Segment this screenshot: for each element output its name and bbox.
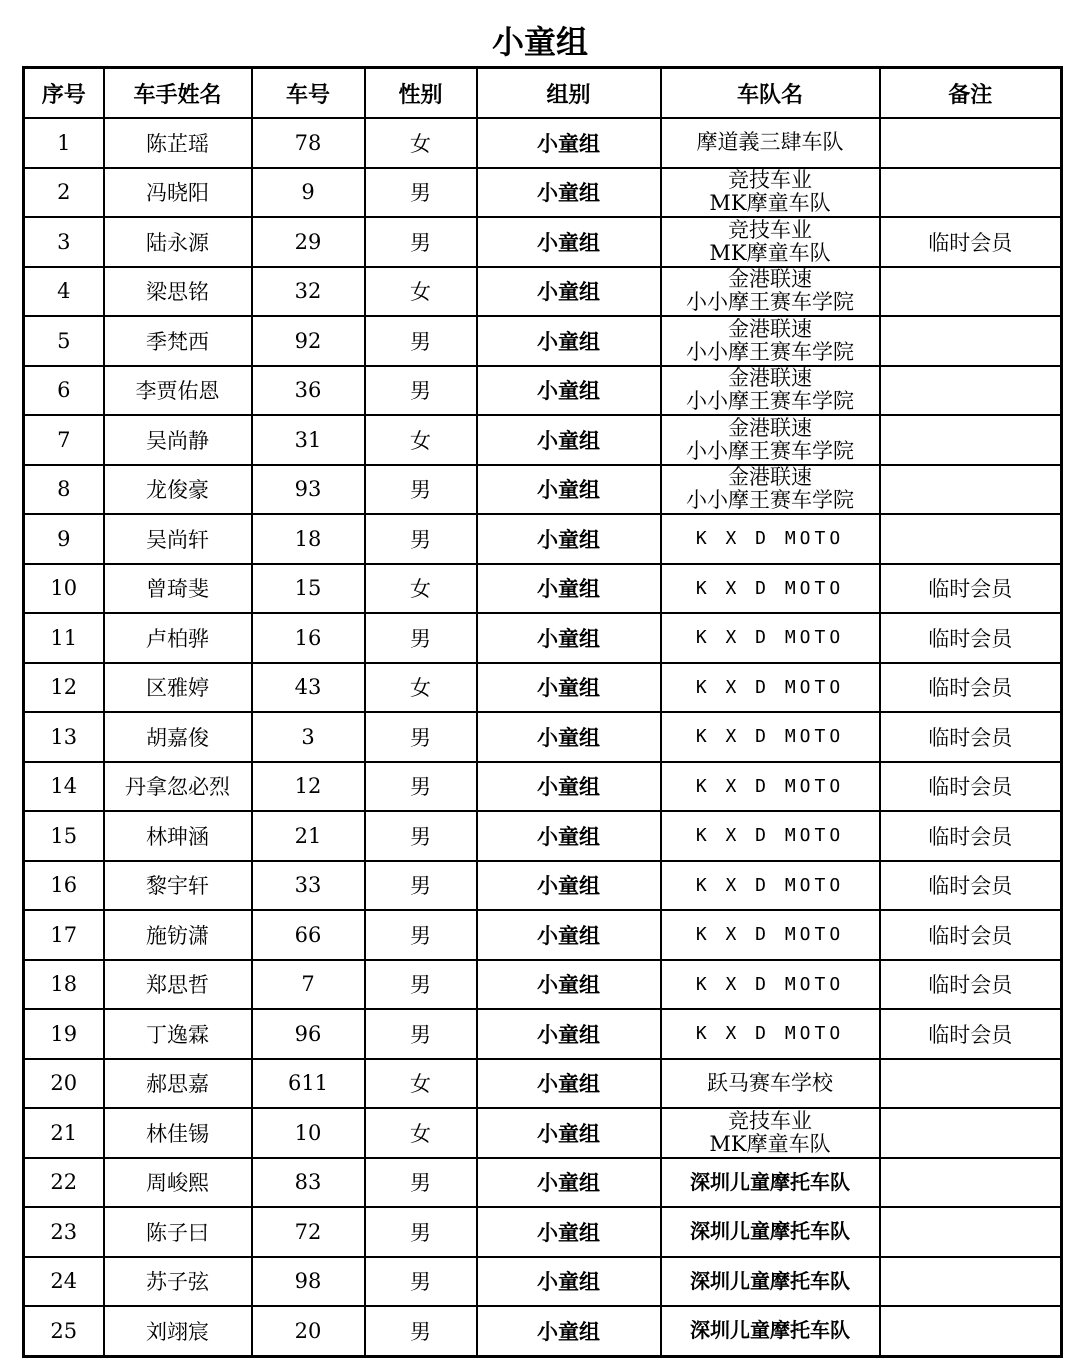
cell-note xyxy=(880,1059,1062,1109)
cell-team xyxy=(661,712,880,762)
cell-driver-name: 龙俊豪 xyxy=(104,465,252,515)
col-header-car-number: 车号 xyxy=(252,68,365,119)
table-row xyxy=(24,267,1062,317)
cell-note: 临时会员 xyxy=(880,861,1062,911)
cell-driver-name: 周峻熙 xyxy=(104,1158,252,1208)
team-name-line: 竞技车业 xyxy=(728,1108,812,1133)
team-name-line: 金港联速 xyxy=(728,316,812,341)
table-row xyxy=(24,613,1062,663)
cell-driver-name: 林佳锡 xyxy=(104,1108,252,1158)
cell-driver-name: 郑思哲 xyxy=(104,960,252,1010)
table-row xyxy=(24,366,1062,416)
cell-group: 小童组 xyxy=(477,316,661,366)
team-name-line: 竞技车业 xyxy=(728,168,812,193)
cell-number: 7 xyxy=(24,415,104,465)
cell-gender: 男 xyxy=(365,1306,477,1356)
cell-number: 6 xyxy=(24,366,104,416)
cell-group: 小童组 xyxy=(477,1108,661,1158)
cell-car-number: 92 xyxy=(252,316,365,366)
cell-driver-name: 季梵西 xyxy=(104,316,252,366)
cell-number: 19 xyxy=(24,1009,104,1059)
table-row xyxy=(24,514,1062,564)
cell-gender: 女 xyxy=(365,118,477,168)
team-name-line: 小小摩王赛车学院 xyxy=(686,438,854,463)
cell-note: 临时会员 xyxy=(880,762,1062,812)
table-row xyxy=(24,168,1062,218)
cell-note: 临时会员 xyxy=(880,712,1062,762)
cell-team xyxy=(661,1009,880,1059)
cell-note: 临时会员 xyxy=(880,613,1062,663)
cell-number: 8 xyxy=(24,465,104,515)
team-name-line: K X D MOTO xyxy=(695,627,845,649)
cell-group: 小童组 xyxy=(477,762,661,812)
cell-car-number: 15 xyxy=(252,564,365,614)
table-row xyxy=(24,1207,1062,1257)
cell-gender: 男 xyxy=(365,316,477,366)
cell-gender: 男 xyxy=(365,465,477,515)
cell-group: 小童组 xyxy=(477,267,661,317)
cell-group: 小童组 xyxy=(477,168,661,218)
table-row xyxy=(24,217,1062,267)
cell-note: 临时会员 xyxy=(880,663,1062,713)
table-row xyxy=(24,316,1062,366)
cell-driver-name: 陆永源 xyxy=(104,217,252,267)
cell-number: 23 xyxy=(24,1207,104,1257)
cell-gender: 男 xyxy=(365,366,477,416)
team-name-line: 深圳儿童摩托车队 xyxy=(690,1268,850,1293)
cell-driver-name: 丁逸霖 xyxy=(104,1009,252,1059)
cell-driver-name: 区雅婷 xyxy=(104,663,252,713)
cell-driver-name: 梁思铭 xyxy=(104,267,252,317)
team-name-line: 摩道義三肆车队 xyxy=(696,130,844,155)
team-name-line: K X D MOTO xyxy=(695,924,845,946)
roster-table xyxy=(22,66,1063,1358)
cell-car-number: 29 xyxy=(252,217,365,267)
cell-number: 18 xyxy=(24,960,104,1010)
table-row xyxy=(24,465,1062,515)
team-name-line: K X D MOTO xyxy=(695,1023,845,1045)
cell-group: 小童组 xyxy=(477,1257,661,1307)
cell-driver-name: 陈芷瑶 xyxy=(104,118,252,168)
cell-car-number: 12 xyxy=(252,762,365,812)
table-row xyxy=(24,1108,1062,1158)
team-name-line: 金港联速 xyxy=(728,415,812,440)
team-name-line: 金港联速 xyxy=(728,366,812,391)
cell-team xyxy=(661,1158,880,1208)
cell-number: 13 xyxy=(24,712,104,762)
cell-group: 小童组 xyxy=(477,960,661,1010)
cell-team xyxy=(661,663,880,713)
col-header-driver-name: 车手姓名 xyxy=(104,68,252,119)
cell-number: 5 xyxy=(24,316,104,366)
cell-gender: 女 xyxy=(365,267,477,317)
cell-number: 11 xyxy=(24,613,104,663)
cell-team xyxy=(661,1059,880,1109)
cell-note xyxy=(880,465,1062,515)
team-name-line: MK摩童车队 xyxy=(709,191,831,216)
cell-gender: 男 xyxy=(365,861,477,911)
cell-driver-name: 施钫潇 xyxy=(104,910,252,960)
table-row xyxy=(24,1257,1062,1307)
cell-gender: 男 xyxy=(365,1207,477,1257)
cell-group: 小童组 xyxy=(477,1158,661,1208)
cell-team xyxy=(661,564,880,614)
cell-driver-name: 黎宇轩 xyxy=(104,861,252,911)
table-row xyxy=(24,118,1062,168)
cell-note xyxy=(880,1108,1062,1158)
cell-group: 小童组 xyxy=(477,1059,661,1109)
cell-team xyxy=(661,1207,880,1257)
table-row xyxy=(24,1158,1062,1208)
cell-note: 临时会员 xyxy=(880,1009,1062,1059)
cell-note xyxy=(880,366,1062,416)
cell-car-number: 18 xyxy=(252,514,365,564)
cell-gender: 女 xyxy=(365,564,477,614)
cell-number: 16 xyxy=(24,861,104,911)
col-header-note: 备注 xyxy=(880,68,1062,119)
cell-car-number: 3 xyxy=(252,712,365,762)
team-name-line: 小小摩王赛车学院 xyxy=(686,290,854,315)
cell-gender: 男 xyxy=(365,217,477,267)
cell-note xyxy=(880,267,1062,317)
cell-driver-name: 吴尚轩 xyxy=(104,514,252,564)
cell-group: 小童组 xyxy=(477,910,661,960)
cell-gender: 男 xyxy=(365,168,477,218)
cell-gender: 男 xyxy=(365,712,477,762)
cell-gender: 男 xyxy=(365,1158,477,1208)
cell-team xyxy=(661,316,880,366)
col-header-number: 序号 xyxy=(24,68,104,119)
cell-gender: 男 xyxy=(365,613,477,663)
team-name-line: K X D MOTO xyxy=(695,825,845,847)
cell-team xyxy=(661,960,880,1010)
cell-team xyxy=(661,465,880,515)
team-name-line: K X D MOTO xyxy=(695,973,845,995)
cell-car-number: 10 xyxy=(252,1108,365,1158)
cell-number: 4 xyxy=(24,267,104,317)
table-row xyxy=(24,564,1062,614)
cell-group: 小童组 xyxy=(477,217,661,267)
cell-number: 25 xyxy=(24,1306,104,1356)
cell-number: 17 xyxy=(24,910,104,960)
cell-car-number: 43 xyxy=(252,663,365,713)
cell-car-number: 31 xyxy=(252,415,365,465)
cell-note xyxy=(880,1207,1062,1257)
cell-group: 小童组 xyxy=(477,1306,661,1356)
roster-body xyxy=(24,118,1062,1356)
cell-driver-name: 林珅涵 xyxy=(104,811,252,861)
cell-driver-name: 丹拿忽必烈 xyxy=(104,762,252,812)
team-name-line: K X D MOTO xyxy=(695,528,845,550)
cell-number: 21 xyxy=(24,1108,104,1158)
col-header-gender: 性别 xyxy=(365,68,477,119)
cell-team xyxy=(661,267,880,317)
cell-team xyxy=(661,514,880,564)
table-row xyxy=(24,762,1062,812)
cell-driver-name: 刘翊宸 xyxy=(104,1306,252,1356)
cell-group: 小童组 xyxy=(477,415,661,465)
cell-car-number: 16 xyxy=(252,613,365,663)
cell-driver-name: 曾琦斐 xyxy=(104,564,252,614)
cell-group: 小童组 xyxy=(477,564,661,614)
cell-group: 小童组 xyxy=(477,811,661,861)
col-header-team: 车队名 xyxy=(661,68,880,119)
team-name-line: K X D MOTO xyxy=(695,775,845,797)
cell-gender: 男 xyxy=(365,514,477,564)
cell-driver-name: 李贾佑恩 xyxy=(104,366,252,416)
page-title: 小童组 xyxy=(491,23,588,61)
table-row xyxy=(24,1009,1062,1059)
cell-gender: 女 xyxy=(365,663,477,713)
cell-group: 小童组 xyxy=(477,465,661,515)
team-name-line: 金港联速 xyxy=(728,267,812,292)
table-row xyxy=(24,861,1062,911)
cell-driver-name: 苏子弦 xyxy=(104,1257,252,1307)
cell-car-number: 96 xyxy=(252,1009,365,1059)
cell-note xyxy=(880,415,1062,465)
cell-number: 10 xyxy=(24,564,104,614)
team-name-line: K X D MOTO xyxy=(695,676,845,698)
cell-gender: 男 xyxy=(365,1009,477,1059)
cell-group: 小童组 xyxy=(477,861,661,911)
cell-note: 临时会员 xyxy=(880,217,1062,267)
team-name-line: 竞技车业 xyxy=(728,217,812,242)
cell-note xyxy=(880,1158,1062,1208)
cell-gender: 男 xyxy=(365,960,477,1010)
cell-team xyxy=(661,1306,880,1356)
cell-driver-name: 胡嘉俊 xyxy=(104,712,252,762)
cell-gender: 女 xyxy=(365,1059,477,1109)
cell-car-number: 93 xyxy=(252,465,365,515)
table-row xyxy=(24,712,1062,762)
cell-group: 小童组 xyxy=(477,514,661,564)
team-name-line: K X D MOTO xyxy=(695,577,845,599)
team-name-line: 小小摩王赛车学院 xyxy=(686,488,854,513)
cell-driver-name: 冯晓阳 xyxy=(104,168,252,218)
cell-note: 临时会员 xyxy=(880,960,1062,1010)
cell-number: 15 xyxy=(24,811,104,861)
cell-car-number: 32 xyxy=(252,267,365,317)
cell-team xyxy=(661,811,880,861)
cell-gender: 男 xyxy=(365,762,477,812)
cell-team xyxy=(661,118,880,168)
cell-team xyxy=(661,366,880,416)
cell-team xyxy=(661,415,880,465)
team-name-line: 深圳儿童摩托车队 xyxy=(690,1219,850,1244)
cell-gender: 女 xyxy=(365,415,477,465)
team-name-line: 小小摩王赛车学院 xyxy=(686,389,854,414)
cell-car-number: 20 xyxy=(252,1306,365,1356)
cell-car-number: 36 xyxy=(252,366,365,416)
table-row xyxy=(24,415,1062,465)
table-row xyxy=(24,663,1062,713)
cell-group: 小童组 xyxy=(477,1207,661,1257)
team-name-line: 深圳儿童摩托车队 xyxy=(690,1169,850,1194)
cell-group: 小童组 xyxy=(477,712,661,762)
table-row xyxy=(24,1059,1062,1109)
cell-team xyxy=(661,168,880,218)
cell-note xyxy=(880,1306,1062,1356)
cell-team xyxy=(661,613,880,663)
cell-number: 2 xyxy=(24,168,104,218)
header-row xyxy=(24,68,1062,119)
team-name-line: 跃马赛车学校 xyxy=(707,1070,833,1095)
cell-driver-name: 陈子曰 xyxy=(104,1207,252,1257)
cell-car-number: 66 xyxy=(252,910,365,960)
team-name-line: 小小摩王赛车学院 xyxy=(686,339,854,364)
cell-car-number: 9 xyxy=(252,168,365,218)
table-row xyxy=(24,960,1062,1010)
cell-number: 20 xyxy=(24,1059,104,1109)
cell-number: 3 xyxy=(24,217,104,267)
cell-note xyxy=(880,1257,1062,1307)
cell-team xyxy=(661,762,880,812)
cell-gender: 男 xyxy=(365,811,477,861)
cell-group: 小童组 xyxy=(477,663,661,713)
col-header-group: 组别 xyxy=(477,68,661,119)
cell-car-number: 7 xyxy=(252,960,365,1010)
table-row xyxy=(24,811,1062,861)
cell-number: 12 xyxy=(24,663,104,713)
cell-team xyxy=(661,1108,880,1158)
cell-gender: 男 xyxy=(365,1257,477,1307)
cell-team xyxy=(661,861,880,911)
cell-group: 小童组 xyxy=(477,1009,661,1059)
cell-number: 14 xyxy=(24,762,104,812)
cell-note xyxy=(880,168,1062,218)
cell-number: 9 xyxy=(24,514,104,564)
team-name-line: MK摩童车队 xyxy=(709,1131,831,1156)
cell-car-number: 72 xyxy=(252,1207,365,1257)
cell-driver-name: 郝思嘉 xyxy=(104,1059,252,1109)
cell-gender: 男 xyxy=(365,910,477,960)
team-name-line: 金港联速 xyxy=(728,465,812,490)
cell-note: 临时会员 xyxy=(880,811,1062,861)
team-name-line: K X D MOTO xyxy=(695,874,845,896)
cell-note: 临时会员 xyxy=(880,564,1062,614)
table-row xyxy=(24,1306,1062,1356)
cell-note xyxy=(880,118,1062,168)
cell-note: 临时会员 xyxy=(880,910,1062,960)
team-name-line: MK摩童车队 xyxy=(709,240,831,265)
cell-car-number: 21 xyxy=(252,811,365,861)
cell-team xyxy=(661,1257,880,1307)
cell-car-number: 78 xyxy=(252,118,365,168)
cell-group: 小童组 xyxy=(477,613,661,663)
cell-group: 小童组 xyxy=(477,118,661,168)
cell-number: 24 xyxy=(24,1257,104,1307)
cell-car-number: 33 xyxy=(252,861,365,911)
team-name-line: K X D MOTO xyxy=(695,726,845,748)
cell-team xyxy=(661,217,880,267)
cell-gender: 女 xyxy=(365,1108,477,1158)
cell-driver-name: 卢柏骅 xyxy=(104,613,252,663)
cell-number: 22 xyxy=(24,1158,104,1208)
cell-car-number: 83 xyxy=(252,1158,365,1208)
cell-note xyxy=(880,316,1062,366)
cell-car-number: 98 xyxy=(252,1257,365,1307)
team-name-line: 深圳儿童摩托车队 xyxy=(690,1318,850,1343)
cell-note xyxy=(880,514,1062,564)
table-row xyxy=(24,910,1062,960)
cell-team xyxy=(661,910,880,960)
cell-group: 小童组 xyxy=(477,366,661,416)
cell-driver-name: 吴尚静 xyxy=(104,415,252,465)
cell-car-number: 611 xyxy=(252,1059,365,1109)
cell-number: 1 xyxy=(24,118,104,168)
